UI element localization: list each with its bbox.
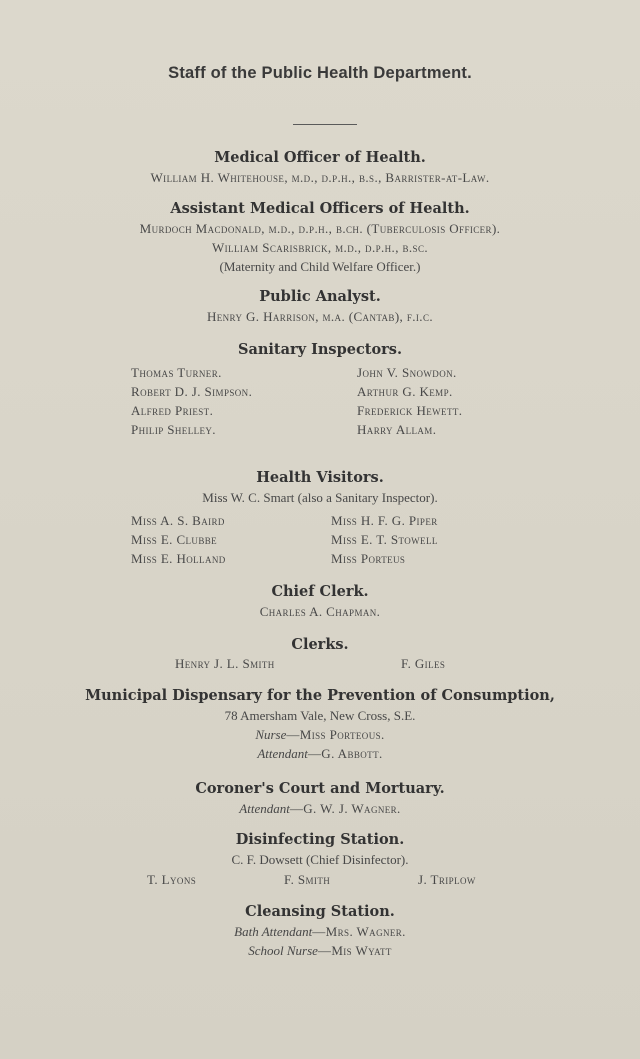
- staff-name: F. Smith: [284, 872, 331, 887]
- staff-line: Miss W. C. Smart (also a Sanitary Inspector).: [202, 490, 438, 505]
- section-clerks: [0, 635, 640, 655]
- section-heading: Medical Officer of Health.: [214, 149, 426, 166]
- section-chief-clerk: [0, 582, 640, 621]
- staff-name: T. Lyons: [147, 872, 197, 887]
- staff-name: Miss E. Clubbe: [131, 532, 218, 547]
- staff-line: Murdoch Macdonald, m.d., d.p.h., b.ch. (Tuberculosis Officer).: [139, 221, 501, 236]
- title-divider: [293, 124, 357, 125]
- address-line: 78 Amersham Vale, New Cross, S.E.: [224, 708, 416, 723]
- section-public-analyst: [0, 287, 640, 326]
- staff-name: Miss H. F. G. Piper: [331, 513, 438, 528]
- staff-line: William H. Whitehouse, m.d., d.p.h., b.s., Barrister-at-Law.: [150, 170, 490, 185]
- staff-name: Miss Porteus: [331, 551, 406, 566]
- staff-line: C. F. Dowsett (Chief Disinfector).: [231, 852, 409, 867]
- section-heading: Chief Clerk.: [271, 583, 369, 600]
- section-heading: Health Visitors.: [256, 469, 384, 486]
- section-heading: Cleansing Station.: [245, 903, 395, 920]
- section-heading: Municipal Dispensary for the Prevention of Consumption,: [85, 687, 555, 704]
- section-sanitary-inspectors: [0, 340, 640, 360]
- staff-name: Philip Shelley.: [131, 422, 216, 437]
- staff-name: Miss E. Holland: [131, 551, 226, 566]
- disinfector-name-2: [284, 870, 330, 889]
- section-assistant-mo: [0, 199, 640, 276]
- staff-name: —G. W. J. Wagner.: [289, 801, 401, 816]
- staff-name: Thomas Turner.: [131, 365, 222, 380]
- staff-name: —Mis Wyatt: [317, 943, 392, 958]
- section-dispensary: [0, 686, 640, 763]
- section-health-visitors: [0, 468, 640, 507]
- staff-name: J. Triplow: [418, 872, 476, 887]
- page-title: Staff of the Public Health Department.: [168, 64, 472, 82]
- staff-name: John V. Snowdon.: [357, 365, 457, 380]
- staff-name: Harry Allam.: [357, 422, 437, 437]
- section-coroners-court: [0, 779, 640, 818]
- staff-name: —Miss Porteous.: [286, 727, 385, 742]
- disinfector-name-3: [418, 870, 476, 889]
- section-disinfecting-station: [0, 830, 640, 869]
- staff-name: Alfred Priest.: [131, 403, 214, 418]
- staff-line: Charles A. Chapman.: [259, 604, 381, 619]
- staff-line: [0, 922, 640, 941]
- staff-name: F. Giles: [401, 656, 446, 671]
- role-label: Attendant: [239, 801, 290, 816]
- staff-name: Arthur G. Kemp.: [357, 384, 453, 399]
- visitors-left-column: [131, 511, 226, 568]
- staff-name: Miss A. S. Baird: [131, 513, 225, 528]
- staff-line: [0, 725, 640, 744]
- staff-line: William Scarisbrick, m.d., d.p.h., b.sc.: [211, 240, 429, 255]
- staff-name: Miss E. T. Stowell: [331, 532, 438, 547]
- section-moh: [0, 148, 640, 187]
- clerk-name-2: [401, 654, 445, 673]
- sanitary-left-column: [131, 363, 252, 439]
- staff-line: (Maternity and Child Welfare Officer.): [219, 259, 421, 274]
- sanitary-right-column: [357, 363, 462, 439]
- visitors-right-column: [331, 511, 438, 568]
- section-heading: Public Analyst.: [259, 288, 381, 305]
- staff-name: —Mrs. Wagner.: [312, 924, 406, 939]
- section-heading: Disinfecting Station.: [235, 831, 405, 848]
- staff-line: [0, 799, 640, 818]
- staff-name: Frederick Hewett.: [357, 403, 463, 418]
- staff-name: Henry J. L. Smith: [175, 656, 275, 671]
- role-label: Nurse: [255, 727, 287, 742]
- role-label: Attendant: [257, 746, 308, 761]
- staff-line: [0, 941, 640, 960]
- section-cleansing-station: [0, 902, 640, 960]
- staff-name: —G. Abbott.: [307, 746, 383, 761]
- staff-line: [0, 744, 640, 763]
- section-heading: Coroner's Court and Mortuary.: [195, 780, 445, 797]
- section-heading: Sanitary Inspectors.: [237, 341, 403, 358]
- role-label: Bath Attendant: [234, 924, 313, 939]
- disinfector-name-1: [147, 870, 196, 889]
- staff-line: Henry G. Harrison, m.a. (Cantab), f.i.c.: [206, 309, 434, 324]
- section-heading: Assistant Medical Officers of Health.: [170, 200, 470, 217]
- section-heading: Clerks.: [291, 636, 349, 653]
- role-label: School Nurse: [248, 943, 318, 958]
- clerk-name-1: [175, 654, 275, 673]
- staff-name: Robert D. J. Simpson.: [131, 384, 253, 399]
